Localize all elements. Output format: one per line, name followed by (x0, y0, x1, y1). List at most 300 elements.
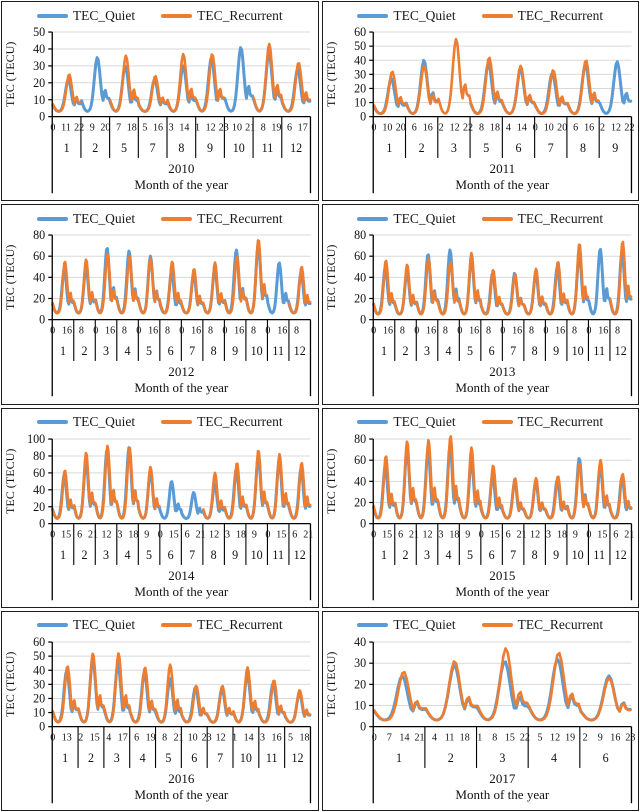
svg-text:23: 23 (624, 732, 635, 744)
svg-text:5: 5 (146, 344, 153, 359)
svg-text:6: 6 (505, 529, 511, 541)
svg-text:Month of the year: Month of the year (134, 583, 229, 599)
svg-text:20: 20 (353, 677, 366, 692)
svg-text:12: 12 (209, 529, 220, 541)
svg-text:22: 22 (623, 122, 634, 134)
svg-text:8: 8 (442, 325, 448, 338)
svg-text:6: 6 (292, 529, 298, 541)
legend-item-recurrent (482, 8, 603, 24)
svg-text:Month of the year: Month of the year (454, 786, 549, 802)
svg-text:6: 6 (411, 122, 417, 134)
legend-label-recurrent: TEC_Recurrent (197, 210, 283, 226)
svg-text:40: 40 (33, 482, 46, 497)
chart-svg-2013 (323, 229, 639, 403)
chart-legend (323, 615, 639, 636)
svg-text:4: 4 (139, 750, 146, 765)
svg-text:21: 21 (408, 529, 419, 541)
svg-text:18: 18 (128, 529, 139, 541)
svg-text:4: 4 (124, 344, 131, 359)
svg-text:10: 10 (239, 750, 252, 765)
svg-text:Month of the year: Month of the year (134, 786, 229, 802)
legend-label-recurrent: TEC_Recurrent (517, 414, 604, 429)
svg-text:9: 9 (597, 732, 603, 744)
svg-text:6: 6 (572, 122, 578, 134)
svg-text:6: 6 (514, 140, 522, 155)
svg-text:30: 30 (33, 58, 46, 73)
svg-text:0: 0 (50, 529, 56, 541)
svg-text:2010: 2010 (168, 161, 195, 177)
svg-text:20: 20 (100, 122, 111, 134)
svg-text:20: 20 (353, 81, 366, 96)
svg-text:8: 8 (210, 547, 217, 562)
svg-text:7: 7 (217, 750, 224, 765)
legend-item-quiet (357, 211, 455, 227)
svg-text:50: 50 (33, 26, 46, 40)
svg-text:12: 12 (614, 344, 627, 359)
svg-text:0: 0 (478, 529, 484, 541)
svg-text:10: 10 (250, 344, 263, 359)
svg-text:0: 0 (359, 109, 366, 124)
svg-text:1: 1 (194, 122, 201, 134)
svg-text:21: 21 (195, 529, 206, 541)
svg-text:20: 20 (33, 499, 46, 514)
svg-text:2: 2 (438, 122, 444, 134)
svg-text:18: 18 (459, 732, 470, 744)
svg-text:12: 12 (529, 529, 540, 541)
recurrent-line-swatch (482, 217, 513, 221)
svg-text:8: 8 (260, 122, 266, 134)
svg-text:0: 0 (359, 312, 366, 327)
svg-text:40: 40 (33, 663, 46, 678)
svg-text:8: 8 (478, 122, 484, 134)
svg-text:12: 12 (291, 750, 304, 765)
svg-text:0: 0 (359, 719, 366, 734)
svg-text:12: 12 (101, 529, 112, 541)
svg-text:9: 9 (89, 122, 95, 134)
quiet-line-swatch (357, 14, 388, 18)
legend-item-quiet (37, 8, 135, 24)
svg-text:3: 3 (260, 732, 266, 744)
svg-text:80: 80 (353, 432, 366, 446)
svg-text:16: 16 (62, 325, 73, 338)
recurrent-line-swatch (161, 420, 192, 424)
svg-text:10: 10 (33, 705, 46, 720)
svg-text:4: 4 (106, 732, 112, 744)
svg-text:2: 2 (418, 140, 425, 155)
svg-text:10: 10 (232, 140, 245, 155)
svg-text:0: 0 (585, 529, 591, 541)
svg-text:12: 12 (421, 529, 433, 541)
svg-text:7: 7 (509, 547, 516, 562)
svg-text:4: 4 (431, 732, 437, 744)
svg-text:12: 12 (614, 547, 627, 562)
svg-text:8: 8 (207, 325, 214, 338)
svg-text:30: 30 (353, 655, 366, 670)
svg-text:19: 19 (145, 732, 156, 744)
svg-text:8: 8 (121, 325, 127, 338)
svg-text:8: 8 (531, 547, 538, 562)
svg-text:40: 40 (33, 270, 46, 285)
svg-text:12: 12 (293, 547, 306, 562)
svg-text:19: 19 (271, 122, 282, 134)
recurrent-line-swatch (482, 14, 513, 18)
svg-text:0: 0 (499, 325, 505, 338)
svg-text:1: 1 (59, 344, 67, 359)
svg-text:40: 40 (353, 635, 366, 649)
chart-legend (323, 208, 639, 229)
svg-text:16: 16 (468, 325, 479, 338)
svg-text:21: 21 (623, 529, 634, 541)
svg-text:10: 10 (381, 122, 392, 134)
svg-text:16: 16 (277, 325, 288, 338)
svg-text:3: 3 (423, 547, 430, 562)
svg-text:1: 1 (380, 344, 387, 359)
svg-text:80: 80 (353, 229, 366, 243)
svg-text:10: 10 (353, 698, 366, 713)
svg-text:9: 9 (251, 529, 257, 541)
legend-label-quiet: TEC_Quiet (393, 617, 456, 633)
svg-text:3: 3 (103, 547, 110, 562)
svg-text:2: 2 (582, 732, 588, 744)
svg-text:2012: 2012 (168, 364, 195, 380)
legend-label-recurrent: TEC_Recurrent (517, 210, 604, 226)
svg-text:18: 18 (448, 529, 459, 541)
svg-text:12: 12 (293, 344, 306, 359)
svg-text:60: 60 (33, 249, 46, 264)
svg-text:8: 8 (78, 325, 84, 338)
svg-text:1: 1 (63, 140, 70, 155)
svg-text:14: 14 (179, 122, 190, 134)
svg-text:TEC (TECU): TEC (TECU) (3, 244, 18, 311)
svg-text:11: 11 (265, 750, 278, 765)
svg-text:9: 9 (207, 140, 214, 155)
svg-text:80: 80 (33, 229, 46, 243)
svg-text:1: 1 (59, 547, 67, 562)
svg-text:10: 10 (571, 547, 584, 562)
recurrent-line-swatch (161, 623, 192, 627)
svg-text:10: 10 (231, 122, 242, 134)
legend-label-recurrent: TEC_Recurrent (197, 617, 283, 633)
svg-text:5: 5 (165, 750, 172, 765)
chart-svg-2010 (2, 26, 318, 200)
svg-text:9: 9 (572, 529, 578, 541)
svg-text:0: 0 (265, 529, 271, 541)
svg-text:0: 0 (39, 109, 46, 124)
svg-text:60: 60 (353, 249, 366, 264)
svg-text:1: 1 (385, 140, 392, 155)
svg-text:0: 0 (371, 732, 377, 744)
legend-label-quiet: TEC_Quiet (393, 414, 456, 429)
chart-panel-2010 (1, 1, 319, 201)
svg-text:0: 0 (370, 325, 376, 338)
svg-text:3: 3 (117, 529, 123, 541)
svg-text:9: 9 (464, 529, 470, 541)
svg-text:10: 10 (353, 95, 366, 110)
svg-text:19: 19 (564, 732, 575, 744)
svg-text:15: 15 (168, 529, 179, 541)
svg-text:8: 8 (399, 325, 405, 338)
svg-text:23: 23 (201, 732, 212, 744)
svg-text:2: 2 (81, 547, 88, 562)
svg-text:TEC (TECU): TEC (TECU) (3, 41, 18, 108)
svg-text:16: 16 (148, 325, 159, 338)
legend-item-recurrent (161, 617, 282, 633)
svg-text:5: 5 (466, 344, 473, 359)
svg-text:15: 15 (89, 732, 100, 744)
svg-text:11: 11 (272, 344, 284, 359)
svg-text:3: 3 (168, 122, 174, 134)
svg-text:5: 5 (536, 732, 543, 744)
svg-text:6: 6 (77, 529, 83, 541)
svg-text:6: 6 (602, 750, 609, 765)
svg-text:0: 0 (265, 325, 271, 338)
svg-text:12: 12 (449, 122, 460, 134)
chart-panel-2012 (1, 204, 319, 404)
svg-text:22: 22 (74, 122, 85, 134)
svg-text:0: 0 (39, 719, 46, 734)
svg-text:12: 12 (215, 732, 226, 744)
svg-text:0: 0 (456, 325, 462, 338)
svg-text:0: 0 (50, 122, 56, 134)
svg-text:16: 16 (153, 122, 164, 134)
legend-label-recurrent: TEC_Recurrent (517, 617, 604, 633)
svg-text:5: 5 (466, 547, 473, 562)
svg-text:0: 0 (370, 529, 376, 541)
svg-text:8: 8 (164, 325, 170, 338)
svg-text:50: 50 (33, 648, 46, 663)
svg-text:3: 3 (450, 140, 457, 155)
recurrent-line-swatch (161, 217, 192, 221)
recurrent-line-swatch (482, 420, 513, 424)
svg-text:2: 2 (447, 750, 454, 765)
svg-text:4: 4 (124, 547, 131, 562)
svg-text:2: 2 (402, 547, 409, 562)
svg-text:18: 18 (489, 122, 500, 134)
svg-text:16: 16 (191, 325, 202, 338)
chart-panel-2013 (322, 204, 640, 404)
svg-text:10: 10 (187, 732, 198, 744)
svg-text:11: 11 (592, 344, 605, 359)
svg-text:9: 9 (232, 547, 239, 562)
legend-item-recurrent (482, 211, 603, 227)
svg-text:6: 6 (167, 547, 174, 562)
svg-text:16: 16 (382, 325, 393, 338)
chart-legend (2, 5, 318, 26)
legend-item-quiet (37, 414, 135, 430)
svg-text:2017: 2017 (488, 770, 515, 786)
svg-text:9: 9 (232, 344, 239, 359)
svg-text:0: 0 (542, 325, 548, 338)
svg-text:8: 8 (251, 325, 257, 338)
svg-text:40: 40 (353, 473, 366, 488)
svg-text:18: 18 (235, 529, 246, 541)
svg-text:Month of the year: Month of the year (454, 583, 549, 599)
svg-text:6: 6 (287, 122, 293, 134)
svg-text:20: 20 (353, 495, 366, 510)
legend-item-recurrent (161, 414, 282, 430)
svg-text:14: 14 (516, 122, 527, 134)
quiet-line-swatch (37, 217, 68, 221)
svg-text:11: 11 (272, 547, 284, 562)
svg-text:8: 8 (294, 325, 300, 338)
svg-text:14: 14 (243, 732, 254, 744)
svg-text:50: 50 (353, 39, 366, 54)
svg-text:Month of the year: Month of the year (134, 380, 229, 396)
svg-text:16: 16 (422, 122, 433, 134)
svg-text:7: 7 (149, 140, 156, 155)
svg-text:12: 12 (290, 140, 303, 155)
svg-text:6: 6 (184, 529, 190, 541)
svg-text:1: 1 (476, 732, 482, 744)
svg-text:5: 5 (142, 122, 148, 134)
svg-text:3: 3 (113, 750, 120, 765)
legend-item-quiet (357, 617, 455, 633)
svg-text:8: 8 (571, 325, 577, 338)
svg-text:10: 10 (33, 92, 46, 107)
svg-text:21: 21 (303, 529, 314, 541)
svg-text:1: 1 (232, 732, 238, 744)
svg-text:15: 15 (504, 732, 515, 744)
svg-text:2: 2 (81, 344, 88, 359)
svg-text:1: 1 (380, 547, 387, 562)
legend-item-quiet (357, 8, 455, 24)
svg-text:6: 6 (397, 529, 403, 541)
svg-text:2014: 2014 (168, 567, 195, 583)
svg-text:20: 20 (33, 691, 46, 706)
legend-label-recurrent: TEC_Recurrent (197, 7, 283, 23)
svg-text:20: 20 (353, 291, 366, 306)
svg-text:13: 13 (61, 732, 72, 744)
svg-text:21: 21 (413, 732, 425, 744)
svg-text:7: 7 (509, 344, 516, 359)
quiet-line-swatch (357, 217, 388, 221)
chart-panel-2017 (322, 611, 640, 811)
svg-text:60: 60 (33, 635, 46, 649)
svg-text:Month of the year: Month of the year (454, 177, 549, 193)
svg-text:0: 0 (157, 529, 163, 541)
svg-text:4: 4 (550, 750, 557, 765)
svg-text:TEC (TECU): TEC (TECU) (323, 244, 338, 311)
svg-text:2: 2 (599, 122, 605, 134)
svg-text:16: 16 (597, 325, 608, 338)
svg-text:6: 6 (167, 344, 174, 359)
svg-text:0: 0 (370, 122, 376, 134)
svg-text:8: 8 (162, 732, 168, 744)
svg-text:Month of the year: Month of the year (134, 177, 229, 193)
legend-label-quiet: TEC_Quiet (72, 617, 136, 633)
legend-label-recurrent: TEC_Recurrent (517, 7, 604, 23)
svg-text:17: 17 (117, 732, 128, 744)
svg-text:9: 9 (552, 547, 559, 562)
svg-text:11: 11 (592, 547, 605, 562)
svg-text:40: 40 (353, 270, 366, 285)
svg-text:0: 0 (222, 325, 228, 338)
svg-text:0: 0 (50, 325, 56, 338)
svg-text:11: 11 (61, 122, 71, 134)
quiet-line-swatch (37, 14, 68, 18)
svg-text:15: 15 (489, 529, 500, 541)
svg-text:0: 0 (39, 312, 46, 327)
svg-text:16: 16 (425, 325, 436, 338)
svg-text:3: 3 (437, 529, 443, 541)
svg-text:12: 12 (549, 732, 560, 744)
svg-text:4: 4 (505, 122, 511, 134)
svg-text:1: 1 (62, 750, 69, 765)
svg-text:9: 9 (611, 140, 618, 155)
svg-text:3: 3 (225, 529, 231, 541)
chart-svg-2014 (2, 433, 318, 607)
svg-text:20: 20 (33, 75, 46, 90)
svg-text:10: 10 (543, 122, 554, 134)
chart-legend (2, 208, 318, 229)
svg-text:22: 22 (462, 122, 473, 134)
legend-item-recurrent (482, 617, 603, 633)
legend-label-quiet: TEC_Quiet (393, 7, 456, 23)
svg-text:100: 100 (27, 432, 46, 446)
svg-text:8: 8 (178, 140, 185, 155)
svg-text:5: 5 (146, 547, 153, 562)
svg-text:7: 7 (116, 122, 122, 134)
chart-legend (2, 615, 318, 636)
svg-text:11: 11 (261, 140, 274, 155)
svg-text:2: 2 (402, 344, 409, 359)
svg-text:12: 12 (205, 122, 216, 134)
svg-text:8: 8 (491, 732, 497, 744)
svg-text:TEC (TECU): TEC (TECU) (323, 41, 338, 108)
legend-item-recurrent (161, 211, 282, 227)
chart-panel-2011 (322, 1, 640, 201)
svg-text:0: 0 (179, 325, 185, 338)
svg-text:1: 1 (395, 750, 402, 765)
svg-text:3: 3 (423, 344, 430, 359)
svg-text:6: 6 (134, 732, 140, 744)
svg-text:2: 2 (92, 140, 99, 155)
svg-text:15: 15 (276, 529, 287, 541)
svg-text:7: 7 (189, 344, 196, 359)
svg-text:0: 0 (585, 325, 591, 338)
svg-text:2: 2 (78, 732, 84, 744)
svg-text:8: 8 (614, 325, 620, 338)
svg-text:16: 16 (511, 325, 522, 338)
svg-text:0: 0 (50, 732, 56, 744)
svg-text:TEC (TECU): TEC (TECU) (323, 448, 338, 514)
legend-item-quiet (37, 617, 135, 633)
legend-item-quiet (37, 211, 135, 227)
chart-svg-2012 (2, 229, 318, 403)
svg-text:0: 0 (136, 325, 142, 338)
svg-text:16: 16 (105, 325, 116, 338)
legend-label-quiet: TEC_Quiet (72, 210, 136, 226)
svg-text:8: 8 (579, 140, 586, 155)
svg-text:7: 7 (386, 732, 392, 744)
svg-text:Month of the year: Month of the year (454, 380, 549, 396)
svg-text:6: 6 (191, 750, 198, 765)
chart-panel-2014 (1, 408, 319, 608)
recurrent-line-swatch (161, 14, 192, 18)
svg-text:30: 30 (353, 67, 366, 82)
svg-text:2: 2 (87, 750, 94, 765)
svg-text:10: 10 (250, 547, 263, 562)
svg-text:12: 12 (610, 122, 621, 134)
svg-text:40: 40 (33, 41, 46, 56)
svg-text:5: 5 (120, 140, 127, 155)
chart-svg-2016 (2, 636, 318, 810)
svg-text:16: 16 (271, 732, 282, 744)
svg-text:20: 20 (33, 291, 46, 306)
svg-text:5: 5 (482, 140, 489, 155)
quiet-line-swatch (37, 420, 68, 424)
svg-text:21: 21 (245, 122, 256, 134)
